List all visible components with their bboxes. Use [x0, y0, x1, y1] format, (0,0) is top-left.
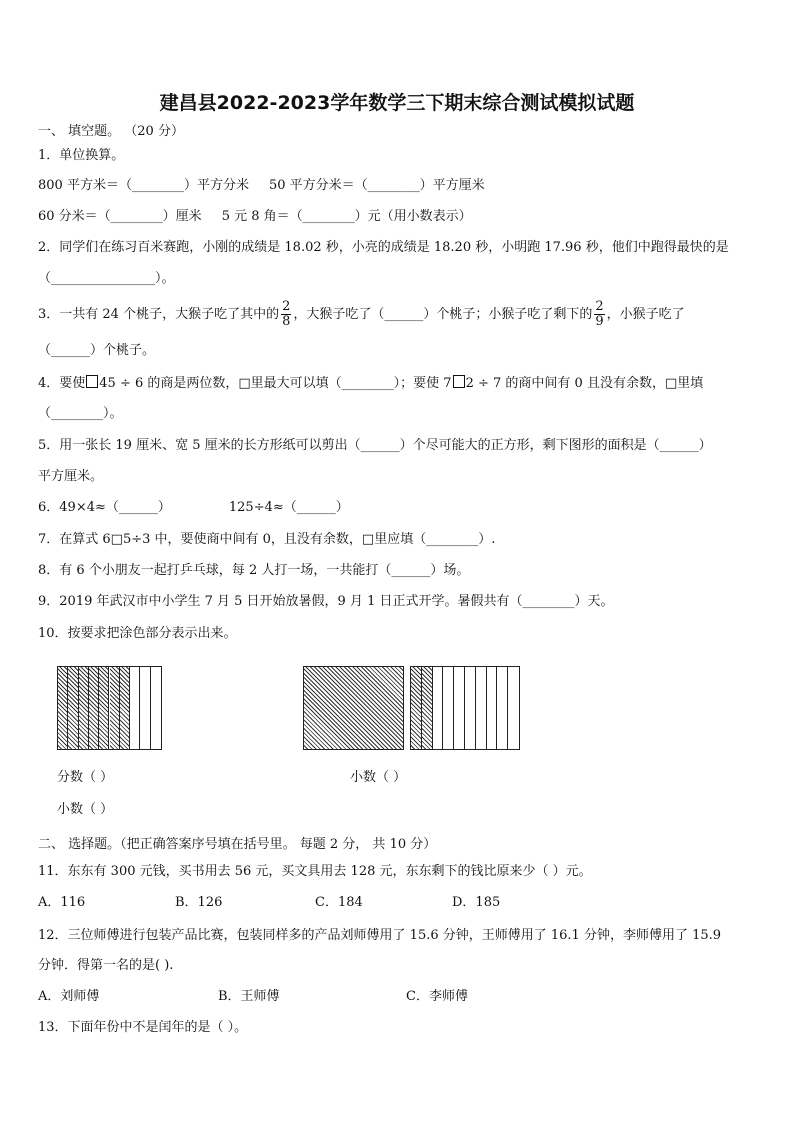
question-3-line-1 — [38, 299, 685, 331]
blank-square-icon — [453, 375, 465, 388]
question-1-row-1 — [38, 178, 485, 194]
question-3-part-3: ，小猴子吃了 — [606, 307, 685, 322]
blank-strip — [487, 667, 498, 749]
option-c[interactable]: C．184 — [315, 895, 363, 910]
question-7: 7．在算式 6□5÷3 中，要使商中间有 0，且没有余数，□里应填（________）. — [38, 532, 496, 547]
fraction-answer-label: 分数（ ） — [57, 770, 114, 785]
shaded-strip — [411, 667, 422, 749]
option-d[interactable]: D．185 — [452, 895, 501, 910]
question-3-part-1: 3．一共有 24 个桃子，大猴子吃了其中的 — [38, 307, 280, 322]
question-4-part-1: 4．要使 — [38, 376, 86, 391]
question-1-item-d: 5 元 8 角＝（________）元（用小数表示） — [221, 209, 472, 224]
blank-square-icon — [86, 375, 98, 388]
blank-strip — [497, 667, 508, 749]
question-4-line-1 — [38, 375, 703, 392]
blank-strip — [454, 667, 465, 749]
question-11-options — [38, 895, 500, 911]
question-5-line-2: 平方厘米。 — [38, 469, 104, 484]
question-1-item-a: 800 平方米＝（________）平方分米 — [38, 178, 249, 193]
question-4-part-3: 2 ÷ 7 的商中间有 0 且没有余数，□里填 — [465, 376, 704, 391]
fraction-two-ninths: $\frac{2}{9}$ — [595, 299, 604, 329]
blank-strip — [465, 667, 476, 749]
option-c[interactable]: C．李师傅 — [406, 989, 468, 1004]
page-title: 建昌县2022-2023学年数学三下期末综合测试模拟试题 — [159, 92, 635, 114]
question-1-text: 1．单位换算。 — [38, 148, 125, 163]
shaded-strip — [79, 667, 89, 749]
shaded-strip — [110, 667, 120, 749]
question-10-text: 10．按要求把涂色部分表示出来。 — [38, 626, 237, 641]
option-b[interactable]: B．王师傅 — [218, 989, 280, 1004]
question-2-line-2: （________________）。 — [38, 271, 175, 286]
question-12-line-2: 分钟．得第一名的是( ). — [38, 958, 174, 973]
question-12-options — [38, 989, 468, 1005]
blank-strip — [433, 667, 444, 749]
question-4-part-2: 45 ÷ 6 的商是两位数，□里最大可以填（________）；要使 7 — [99, 376, 452, 391]
shaded-strip — [99, 667, 109, 749]
question-6-part-b: 125÷4≈（______） — [228, 500, 349, 515]
option-b[interactable]: B．126 — [175, 895, 223, 910]
shaded-strip — [58, 667, 68, 749]
decimal-answer-label-left: 小数（ ） — [57, 802, 114, 817]
option-a[interactable]: A．刘师傅 — [38, 989, 100, 1004]
blank-strip — [140, 667, 150, 749]
question-3-line-2: （______）个桃子。 — [38, 343, 156, 358]
fraction-figure-left — [57, 666, 162, 750]
shaded-strip — [120, 667, 130, 749]
section-heading-fill-blank: 一、 填空题。 （20 分） — [38, 124, 184, 139]
question-6 — [38, 500, 349, 516]
option-a[interactable]: A．116 — [38, 895, 86, 910]
question-2-line-1: 2．同学们在练习百米赛跑，小刚的成绩是 18.02 秒，小亮的成绩是 18.20 秒，小明跑 17.96 秒，他们中跑得最快的是 — [38, 240, 729, 255]
question-1-item-c: 60 分米＝（________）厘米 — [38, 209, 202, 224]
shaded-strip — [422, 667, 433, 749]
blank-strip — [443, 667, 454, 749]
question-5-line-1: 5．用一张长 19 厘米、宽 5 厘米的长方形纸可以剪出（______）个尽可能大的正方形，剩下图形的面积是（______） — [38, 438, 712, 453]
question-3-part-2: ，大猴子吃了（______）个桃子；小猴子吃了剩下的 — [293, 307, 593, 322]
question-12-line-1: 12．三位师傅进行包装产品比赛，包装同样多的产品刘师傅用了 15.6 分钟，王师傅用了 16.1 分钟，李师傅用了 15.9 — [38, 928, 722, 943]
blank-strip — [130, 667, 140, 749]
shaded-strip — [89, 667, 99, 749]
question-13-text: 13．下面年份中不是闰年的是（ ）。 — [38, 1020, 248, 1035]
decimal-answer-label-right: 小数（ ） — [350, 770, 407, 785]
decimal-strip-figure — [410, 666, 520, 750]
question-8: 8．有 6 个小朋友一起打乒乓球，每 2 人打一场，一共能打（______）场。 — [38, 563, 470, 578]
blank-strip — [476, 667, 487, 749]
question-4-line-2: （________）。 — [38, 406, 123, 421]
section-heading-multiple-choice: 二、 选择题。（把正确答案序号填在括号里。 每题 2 分， 共 10 分） — [38, 837, 437, 852]
question-1-item-b: 50 平方分米＝（________）平方厘米 — [268, 178, 485, 193]
question-9: 9．2019 年武汉市中小学生 7 月 5 日开始放暑假，9 月 1 日正式开学。暑假共有（________）天。 — [38, 594, 614, 609]
blank-strip — [151, 667, 161, 749]
blank-strip — [508, 667, 519, 749]
question-11-text: 11．东东有 300 元钱，买书用去 56 元，买文具用去 128 元，东东剩下的钱比原来少（ ）元。 — [38, 864, 592, 879]
question-1-row-2 — [38, 209, 472, 225]
question-6-part-a: 6．49×4≈（______） — [38, 500, 171, 515]
fraction-two-eighths: $\frac{2}{8}$ — [282, 299, 291, 329]
hatched-square-figure — [303, 666, 404, 750]
shaded-strip — [68, 667, 78, 749]
